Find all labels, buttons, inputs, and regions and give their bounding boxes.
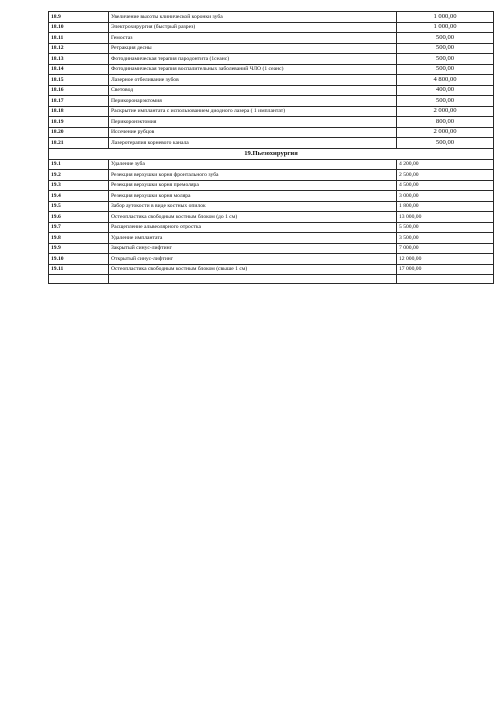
service-name: Перикоронэктомия [109,117,397,128]
service-name: Закрытый синус-лифтинг [109,243,397,254]
service-code: 19.7 [49,222,109,233]
service-code: 18.11 [49,33,109,44]
service-price: 3 500,00 [397,233,494,244]
service-name: Увеличение высоты клинической коронки зуба [109,12,397,23]
service-code: 18.9 [49,12,109,23]
service-name: Остеопластика свободным костным блоком (свыше 1 см) [109,264,397,275]
service-price: 2 500,00 [397,170,494,181]
table-row [49,159,494,170]
service-name: Раскрытие имплантата с использованием диодного лазера ( 1 имплантат) [109,106,397,117]
table-row [49,201,494,212]
service-code: 19.11 [49,264,109,275]
table-row [49,54,494,65]
service-name: Расщепление альвеолярного отростка [109,222,397,233]
service-name: Фотодинамическая терапия воспалительных заболеваний ЧЛО (1 сеанс) [109,64,397,75]
service-code: 18.10 [49,22,109,33]
service-price: 17 000,00 [397,264,494,275]
service-price: 7 000,00 [397,243,494,254]
table-row [49,33,494,44]
table-row [49,138,494,149]
service-code: 19.1 [49,159,109,170]
service-code: 18.16 [49,85,109,96]
service-price: 2 000,00 [397,106,494,117]
section-header-row [49,148,494,159]
service-code: 18.19 [49,117,109,128]
service-name: Световод [109,85,397,96]
table-row [49,106,494,117]
empty-cell [49,275,109,284]
service-name: Забор аутокости в виде костных опилок [109,201,397,212]
service-price: 12 000,00 [397,254,494,265]
table-row [49,12,494,23]
section-title: 19.Пьезохирургия [49,148,494,159]
service-name: Лазерное отбеливание зубов [109,75,397,86]
table-row [49,180,494,191]
table-row [49,43,494,54]
service-code: 18.17 [49,96,109,107]
table-row [49,22,494,33]
service-price: 4 800,00 [397,75,494,86]
price-list-table [48,11,494,284]
table-row [49,233,494,244]
service-price: 1 800,00 [397,201,494,212]
service-price: 4 200,00 [397,159,494,170]
service-code: 19.8 [49,233,109,244]
service-code: 19.2 [49,170,109,181]
service-code: 18.12 [49,43,109,54]
service-price: 13 000,00 [397,212,494,223]
service-price: 800,00 [397,117,494,128]
service-code: 18.18 [49,106,109,117]
service-price: 500,00 [397,96,494,107]
price-block-18 [49,12,494,149]
empty-cell [397,275,494,284]
service-price: 500,00 [397,43,494,54]
empty-table-row [49,275,494,284]
service-code: 19.6 [49,212,109,223]
service-price: 1 000,00 [397,12,494,23]
service-code: 18.21 [49,138,109,149]
service-code: 19.9 [49,243,109,254]
table-row [49,170,494,181]
table-row [49,243,494,254]
service-price: 500,00 [397,54,494,65]
service-name: Ретракция десны [109,43,397,54]
service-price: 400,00 [397,85,494,96]
service-name: Остеопластика свободным костным блоком (до 1 см) [109,212,397,223]
service-code: 19.3 [49,180,109,191]
service-price: 1 000,00 [397,22,494,33]
service-name: Лазеротерапия корневого канала [109,138,397,149]
table-row [49,212,494,223]
service-name: Открытый синус-лифтинг [109,254,397,265]
service-price: 5 500,00 [397,222,494,233]
service-name: Перикоронарэктомия [109,96,397,107]
service-price: 2 000,00 [397,127,494,138]
service-code: 19.5 [49,201,109,212]
service-code: 19.4 [49,191,109,202]
table-row [49,96,494,107]
service-code: 18.20 [49,127,109,138]
service-name: Иссечение рубцов [109,127,397,138]
table-row [49,254,494,265]
table-row [49,75,494,86]
service-code: 18.14 [49,64,109,75]
table-row [49,117,494,128]
table-row [49,127,494,138]
table-row [49,191,494,202]
empty-cell [109,275,397,284]
service-price: 3 000,00 [397,191,494,202]
service-price: 500,00 [397,138,494,149]
table-row [49,64,494,75]
service-name: Резекция верхушки корня моляра [109,191,397,202]
service-name: Фотодинамическая терапия пародонтита (1сеанс) [109,54,397,65]
table-row [49,222,494,233]
service-price: 500,00 [397,64,494,75]
service-name: Резекция верхушки корня премоляра [109,180,397,191]
service-name: Удаление зуба [109,159,397,170]
service-code: 19.10 [49,254,109,265]
service-name: Гемостаз [109,33,397,44]
table-row [49,85,494,96]
service-name: Резекция верхушки корня фронтального зуба [109,170,397,181]
service-code: 18.15 [49,75,109,86]
service-price: 500,00 [397,33,494,44]
service-name: Электрохирургия (быстрый разрез) [109,22,397,33]
service-name: Удаление имплантата [109,233,397,244]
service-code: 18.13 [49,54,109,65]
price-block-19 [49,148,494,284]
table-row [49,264,494,275]
service-price: 4 500,00 [397,180,494,191]
